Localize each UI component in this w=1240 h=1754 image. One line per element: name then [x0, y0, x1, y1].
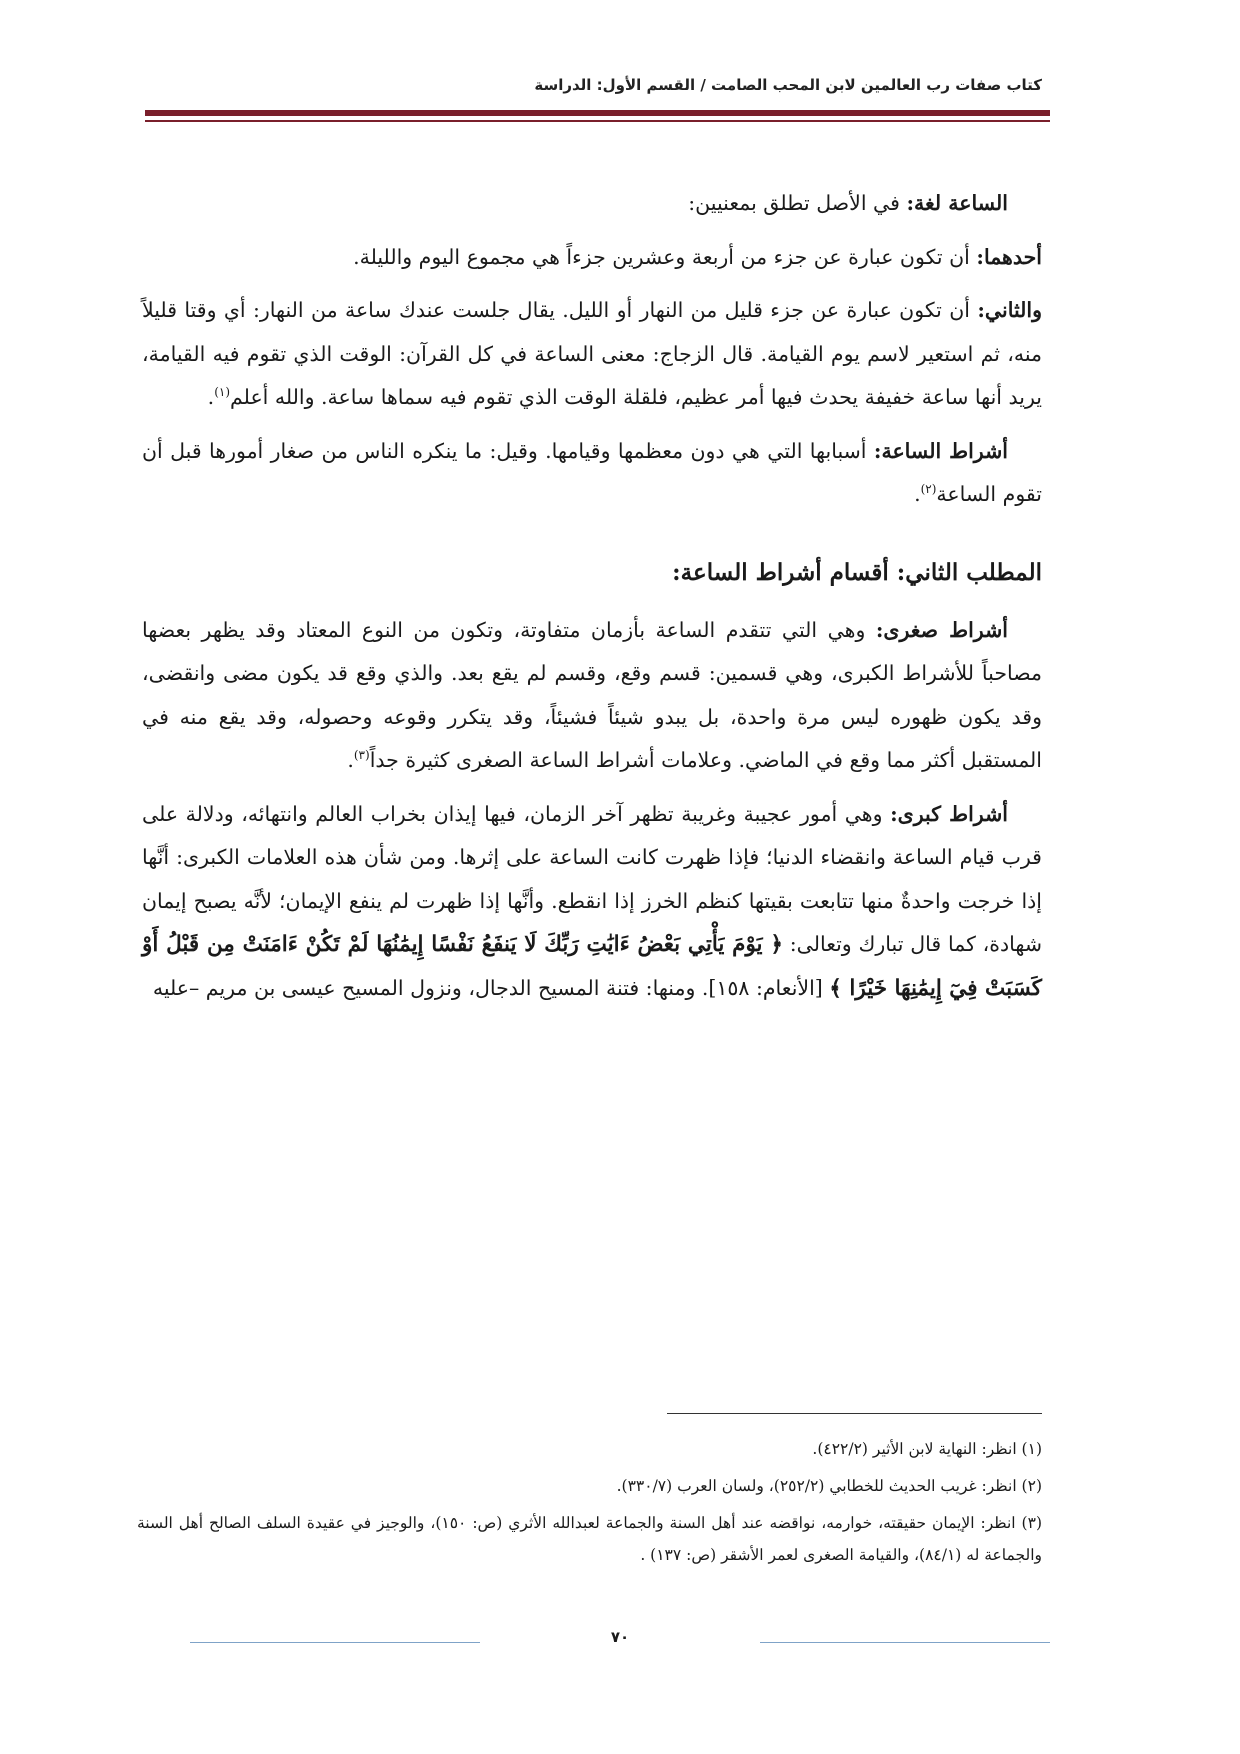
paragraph-second-meaning [142, 289, 1042, 420]
footer-rule-right [760, 1642, 1050, 1643]
paragraph-text: أسبابها التي هي دون معظمها وقيامها. وقيل: ما ينكره الناس من صغار أمورها قبل أن تقوم الساعة [142, 438, 1042, 506]
term-second: والثاني: [977, 298, 1042, 322]
paragraph-text: [الأنعام: ١٥٨]. ومنها: فتنة المسيح الدجال، ونزول المسيح عيسى بن مريم –عليه [152, 975, 830, 1000]
paragraph-end: . [207, 385, 215, 409]
paragraph-signs-definition [142, 430, 1042, 517]
term-first: أحدهما: [976, 244, 1042, 269]
paragraph-hour-linguistic [142, 182, 1042, 226]
section-heading: المطلب الثاني: أقسام أشراط الساعة: [672, 558, 1042, 586]
header-rule-thick [145, 110, 1050, 116]
footnote-1: (١) انظر: النهاية لابن الأثير (٤٢٢/٢). [812, 1440, 1042, 1458]
body-text [142, 182, 1042, 1020]
paragraph-first-meaning [142, 236, 1042, 280]
running-header: كتاب صفات رب العالمين لابن المحب الصامت / القسم الأول: الدراسة [534, 76, 1042, 94]
footnote-ref-3[interactable]: (٣) [353, 748, 370, 763]
term-signs: أشراط الساعة: [873, 438, 1008, 463]
paragraph-minor-signs [142, 609, 1042, 783]
page-number: ٧٠ [610, 1628, 630, 1646]
term-major-signs: أشراط كبرى: [890, 801, 1008, 826]
quran-verse: ﴿ يَوْمَ يَأْتِي بَعْضُ ءَايَٰتِ رَبِّكَ لَا يَنفَعُ نَفْسًا إِيمَٰنُهَا لَمْ تَكُنْ ءَامَنَتْ مِن قَبْلُ أَوْ كَسَبَتْ فِيٓ إِيمَٰنِهَا خَيْرًا ﴾ [142, 932, 1042, 1001]
footer-rule-left [190, 1642, 480, 1643]
footnote-ref-1[interactable]: (١) [214, 385, 231, 400]
paragraph-text: وهي أمور عجيبة وغريبة تظهر آخر الزمان، فيها إيذان بخراب العالم وانتهائه، ودلالة على قرب قيام الساعة وانقضاء الدنيا؛ فإذا ظهرت كانت الساعة على إثرها. ومن شأن هذه العلامات الكبرى: أنَّها إذا خرجت واحدةٌ منها تتابعت بقيتها كنظم الخرز إذا انقطع. وأنَّها إذا ظهرت لم ينفع الإيمان؛ لأنَّه يصبح إيمان شهادة، كما قال تبارك وتعالى: [142, 801, 1043, 956]
paragraph-end: . [914, 482, 921, 506]
footnote-3: (٣) انظر: الإيمان حقيقته، خوارمه، نواقضه عند أهل السنة والجماعة لعبدالله الأثري (ص: ١٥٠)، والوجيز في عقيدة السلف الصالح أهل السنة والجماعة له (٨٤/١)، والقيامة الصغرى لعمر الأشقر (ص: ١٣٧) . [137, 1514, 1042, 1564]
paragraph-text: أن تكون عبارة عن جزء قليل من النهار أو الليل. يقال جلست عندك ساعة من النهار: أي وقتا قليلاً منه، ثم استعير لاسم يوم القيامة. قال الزجاج: معنى الساعة في كل القرآن: الوقت الذي تقوم فيه القيامة، يريد أنها ساعة خفيفة يحدث فيها أمر عظيم، فلقلة الوقت الذي تقوم فيه سماها ساعة. والله أعلم [142, 298, 1042, 409]
paragraph-text: وهي التي تتقدم الساعة بأزمان متفاوتة، وتكون من النوع المعتاد وقد يظهر بعضها مصاحباً للأشراط الكبرى، وهي قسمين: قسم وقع، وقسم لم يقع بعد. والذي وقع قد يكون مضى وانقضى، وقد يكون ظهوره ليس مرة واحدة، بل يبدو شيئاً فشيئاً، وقد يتكرر وقوعه وحصوله، وقد يقع منه في المستقبل أكثر مما وقع في الماضي. وعلامات أشراط الساعة الصغرى كثيرة جداً [142, 617, 1042, 772]
term-minor-signs: أشراط صغرى: [875, 617, 1008, 642]
paragraph-text: في الأصل تطلق بمعنيين: [688, 191, 907, 215]
paragraph-text: أن تكون عبارة عن جزء من أربعة وعشرين جزءاً هي مجموع اليوم والليلة. [353, 244, 977, 269]
footnote-ref-2[interactable]: (٢) [920, 482, 937, 497]
footnotes [137, 1433, 1042, 1576]
footnote-2: (٢) انظر: غريب الحديث للخطابي (٢٥٢/٢)، ولسان العرب (٣٣٠/٧). [616, 1477, 1042, 1495]
term-hour-linguistic: الساعة لغة: [906, 191, 1008, 215]
header-rule-thin [145, 120, 1050, 122]
paragraph-major-signs [142, 793, 1042, 1011]
paragraph-end: . [347, 748, 354, 772]
footnote-separator [667, 1413, 1042, 1414]
